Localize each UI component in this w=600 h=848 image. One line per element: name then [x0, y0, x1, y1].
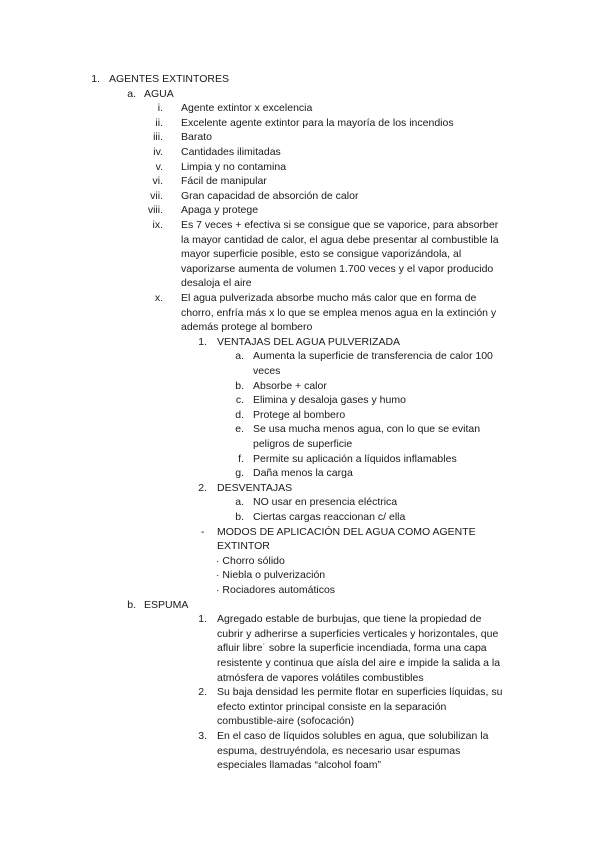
agua-item-text: Gran capacidad de absorción de calor: [181, 189, 359, 202]
ventaja-item-text: Se usa mucha menos agua, con lo que se evitan: [253, 423, 481, 436]
espuma-item-text: espuma, destruyéndola, es necesario usar espumas: [217, 744, 461, 757]
modos-marker: -: [201, 525, 205, 538]
agua-item-text: Limpia y no contamina: [181, 160, 287, 173]
ventaja-item-marker: g.: [235, 467, 244, 480]
agua-item-text: Fácil de manipular: [181, 175, 267, 188]
ventaja-item-marker: e.: [235, 423, 244, 436]
ventaja-item-text: veces: [253, 365, 281, 377]
agua-marker: a.: [127, 87, 136, 100]
agua-item-marker: iii.: [153, 131, 163, 144]
modos-title: EXTINTOR: [217, 540, 270, 553]
espuma-item-text: efecto extintor principal consiste en la separación: [217, 700, 447, 713]
desventaja-item-marker: b.: [235, 511, 244, 523]
modos-item: · Chorro sólido: [216, 554, 285, 567]
desventaja-item-text: Ciertas cargas reaccionan c/ ella: [253, 511, 406, 523]
ventaja-item-marker: a.: [235, 350, 244, 363]
ventaja-item-marker: b.: [235, 379, 244, 392]
espuma-item-text: Agregado estable de burbujas, que tiene la propiedad de: [217, 613, 482, 626]
espuma-item-text: En el caso de líquidos solubles en agua, que solubilizan la: [217, 730, 489, 742]
agua-item-text: desaloja el aire: [181, 277, 252, 290]
espuma-marker: b.: [127, 598, 136, 611]
agua-item-text: Excelente agente extintor para la mayoría de los incendios: [181, 116, 454, 129]
espuma-item-marker: 3.: [198, 730, 207, 742]
ventaja-item-marker: f.: [238, 452, 244, 465]
agua-item-text: Cantidades ilimitadas: [181, 146, 281, 158]
section-number: 1.: [91, 73, 100, 85]
ventaja-item-text: Absorbe + calor: [253, 379, 327, 392]
agua-item-text: vaporizarse aumenta de volumen 1.700 veces y el vapor producido: [181, 262, 494, 275]
section-title: AGENTES EXTINTORES: [109, 73, 229, 85]
agua-item-text: la mayor cantidad de calor, el agua debe presentar al combustible la: [181, 233, 499, 246]
espuma-title: ESPUMA: [144, 598, 189, 611]
ventajas-marker: 1.: [198, 335, 207, 348]
modos-item: · Niebla o pulverización: [216, 569, 326, 582]
espuma-item-text: combustible-aire (sofocación): [217, 715, 355, 728]
desventajas-title: DESVENTAJAS: [217, 481, 293, 494]
espuma-item-text: Su baja densidad les permite flotar en superficies líquidas, su: [217, 686, 503, 699]
ventaja-item-text: Aumenta la superficie de transferencia de calor 100: [253, 350, 493, 363]
espuma-item-marker: 1.: [198, 613, 207, 626]
espuma-item-text: atmósfera de vapores volátiles combustibles: [217, 671, 424, 684]
ventaja-item-text: Elimina y desaloja gases y humo: [253, 394, 406, 407]
agua-item-marker: i.: [157, 102, 163, 115]
ventajas-title: VENTAJAS DEL AGUA PULVERIZADA: [217, 335, 401, 348]
modos-item: · Rociadores automáticos: [216, 584, 336, 596]
agua-item-text: Agente extintor x excelencia: [181, 102, 313, 115]
desventajas-marker: 2.: [198, 481, 207, 494]
agua-item-text: mayor superficie posible, esto se consigue vaporizándola, al: [181, 248, 462, 261]
agua-item-text: chorro, enfría más x lo que se emplea menos agua en la extinción y: [181, 306, 497, 319]
agua-item-text: Es 7 veces + efectiva si se consigue que se vaporice, para absorber: [181, 219, 499, 231]
agua-item-marker: iv.: [153, 146, 163, 158]
ventaja-item-text: Permite su aplicación a líquidos inflamables: [253, 452, 457, 465]
agua-item-marker: x.: [154, 292, 163, 304]
desventaja-item-marker: a.: [235, 496, 244, 509]
agua-item-marker: vii.: [150, 189, 163, 202]
desventaja-item-text: NO usar en presencia eléctrica: [253, 496, 398, 509]
agua-item-text: Barato: [181, 131, 212, 144]
agua-item-text: Apaga y protege: [181, 204, 259, 217]
espuma-item-marker: 2.: [198, 686, 207, 699]
ventaja-item-text: peligros de superficie: [253, 438, 353, 450]
agua-item-marker: v.: [155, 160, 163, 173]
agua-item-text: El agua pulverizada absorbe mucho más calor que en forma de: [181, 292, 477, 304]
espuma-item-text: cubrir y adherirse a superficies verticales y horizontales, que: [217, 627, 499, 640]
ventaja-item-text: Protege al bombero: [253, 408, 346, 421]
ventaja-item-text: Daña menos la carga: [253, 467, 353, 480]
agua-title: AGUA: [144, 87, 174, 100]
espuma-item-text: resistente y continua que aísla del aire e impide la salida a la: [217, 657, 501, 669]
modos-title: MODOS DE APLICACIÓN DEL AGUA COMO AGENTE: [217, 525, 476, 538]
agua-item-text: además protege al bombero: [181, 321, 313, 334]
agua-item-marker: viii.: [147, 204, 163, 217]
agua-item-marker: vi.: [152, 175, 163, 188]
ventaja-item-marker: c.: [235, 394, 244, 407]
agua-item-marker: ii.: [155, 116, 163, 129]
espuma-item-text: especiales llamadas “alcohol foam”: [217, 759, 381, 772]
agua-item-marker: ix.: [152, 219, 163, 231]
ventaja-item-marker: d.: [235, 408, 244, 421]
espuma-item-text: afluir libre˙ sobre la superficie incendiada, forma una capa: [217, 642, 487, 655]
